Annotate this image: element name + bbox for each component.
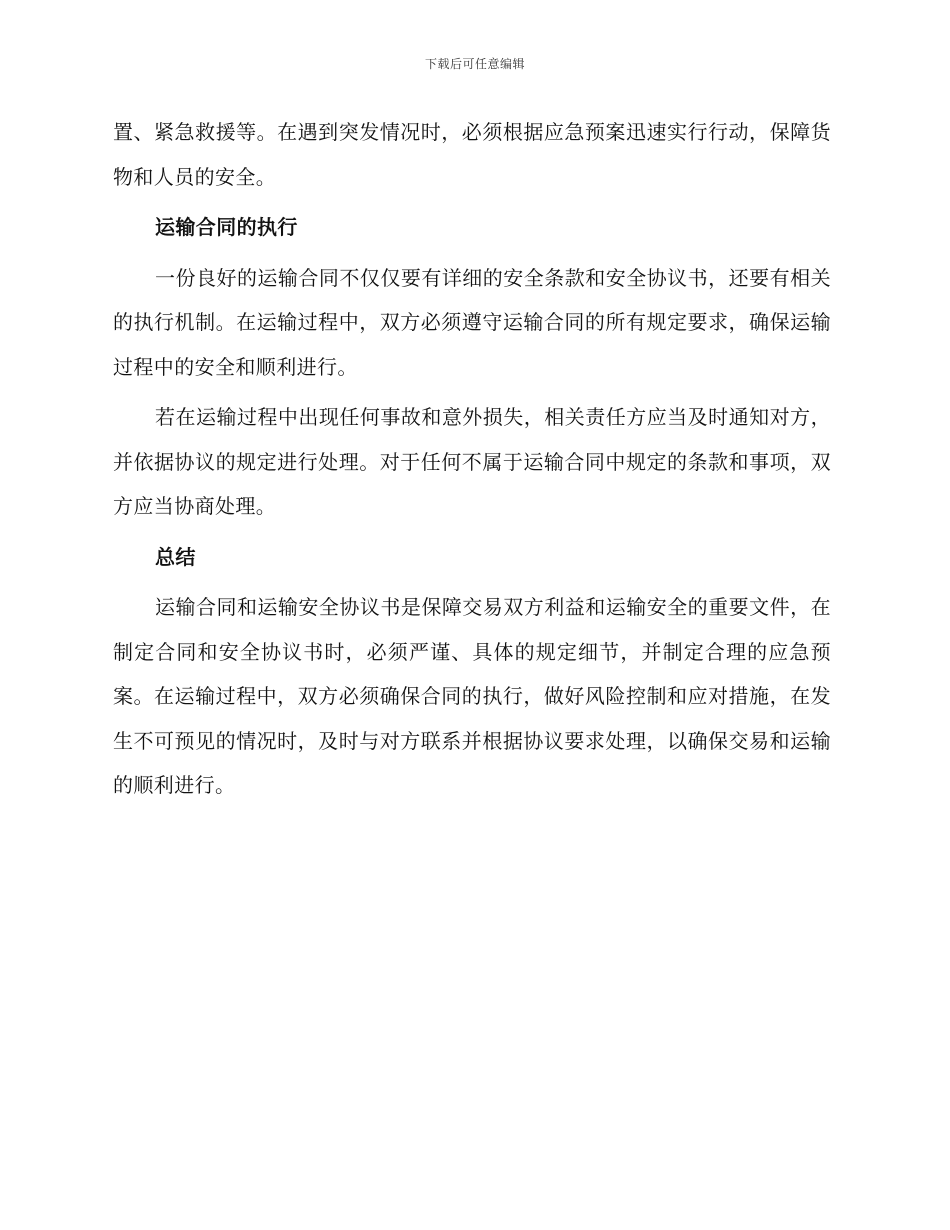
heading-contract-execution: 运输合同的执行 — [155, 215, 298, 239]
document-body — [113, 110, 831, 814]
paragraph-execution-2: 若在运输过程中出现任何事故和意外损失，相关责任方应当及时通知对方，并依据协议的规定进行处理。对于任何不属于运输合同中规定的条款和事项，双方应当协商处理。 — [113, 405, 831, 518]
page-header: 下载后可任意编辑 — [424, 57, 525, 71]
heading-summary: 总结 — [155, 544, 196, 569]
paragraph-intro-continuation: 置、紧急救援等。在遇到突发情况时，必须根据应急预案迅速实行行动，保障货物和人员的安全。 — [113, 120, 831, 189]
paragraph-summary-1: 运输合同和运输安全协议书是保障交易双方利益和运输安全的重要文件，在制定合同和安全协议书时，必须严谨、具体的规定细节，并制定合理的应急预案。在运输过程中，双方必须确保合同的执行，做好风险控制和应对措施，在发生不可预见的情况时，及时与对方联系并根据协议要求处理，以确保交易和运输的顺利进行。 — [113, 595, 831, 797]
paragraph-execution-1: 一份良好的运输合同不仅仅要有详细的安全条款和安全协议书，还要有相关的执行机制。在运输过程中，双方必须遵守运输合同的所有规定要求，确保运输过程中的安全和顺利进行。 — [113, 265, 831, 379]
